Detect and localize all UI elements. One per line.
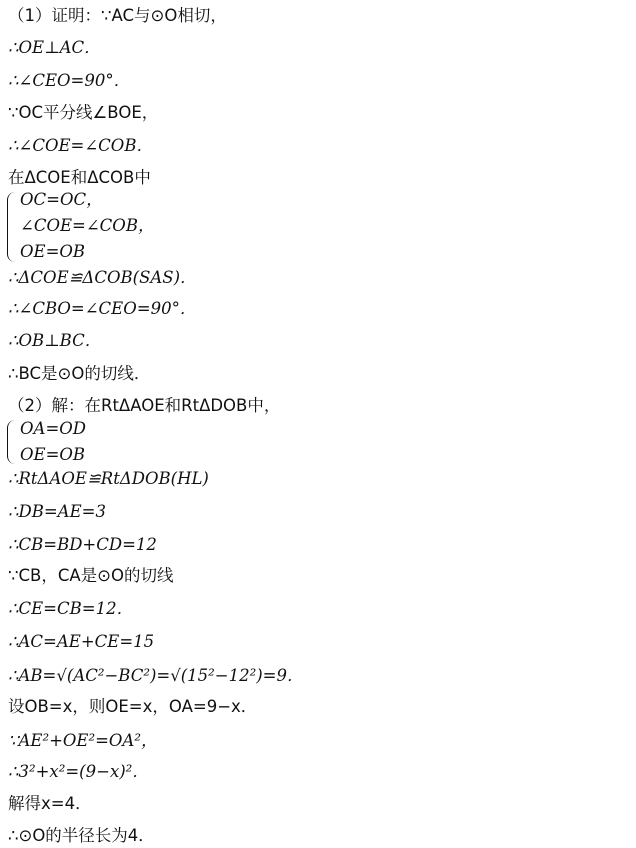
system2-line-1: OA=OD	[20, 419, 87, 438]
system1-line-2: ∠COE=∠COB，	[20, 216, 155, 235]
system2-line-2: OE=OB	[20, 445, 86, 464]
line-angle-equal: ∴∠COE=∠COB．	[8, 136, 153, 155]
part2-heading: （2）解：在RtΔAOE和RtΔDOB中，	[8, 396, 281, 415]
line-solve-x: 解得x=4．	[8, 794, 92, 813]
line-let-ob-x: 设OB=x，则OE=x，OA=9−x．	[8, 697, 258, 716]
line-oe-perp-ac: ∴OE⊥AC．	[8, 38, 101, 57]
line-congruent-hl: ∴RtΔAOE≌RtΔDOB(HL)	[8, 469, 209, 488]
line-ob-perp-bc: ∴OB⊥BC．	[8, 331, 102, 350]
line-ae-oe-oa: ∵AE²+OE²=OA²，	[8, 731, 158, 750]
line-ce-cb: ∴CE=CB=12．	[8, 599, 134, 618]
line-bc-tangent: ∴BC是⊙O的切线．	[8, 364, 151, 383]
system1-line-1: OC=OC，	[20, 190, 103, 209]
system-brace-2	[7, 420, 15, 464]
line-oc-bisects: ∵OC平分线∠BOE，	[8, 103, 159, 122]
part1-heading: （1）证明：∵AC与⊙O相切，	[8, 6, 227, 25]
line-tangents: ∵CB，CA是⊙O的切线	[8, 566, 174, 585]
line-cb-sum: ∴CB=BD+CD=12	[8, 535, 157, 554]
line-db-ae: ∴DB=AE=3	[8, 502, 106, 521]
line-congruent-sas: ∴ΔCOE≌ΔCOB(SAS)．	[8, 268, 197, 287]
system-brace-1	[7, 192, 15, 262]
line-ab-pythagoras: ∴AB=√(AC²−BC²)=√(15²−12²)=9．	[8, 666, 304, 685]
line-ac-sum: ∴AC=AE+CE=15	[8, 632, 155, 651]
line-angle-ceo: ∴∠CEO=90°．	[8, 71, 131, 90]
line-angle-cbo: ∴∠CBO=∠CEO=90°．	[8, 299, 197, 318]
system1-line-3: OE=OB	[20, 242, 86, 261]
line-equation: ∴3²+x²=(9−x)²．	[8, 762, 149, 781]
line-radius-conclusion: ∴⊙O的半径长为4．	[8, 826, 155, 845]
line-triangles-intro: 在ΔCOE和ΔCOB中	[8, 168, 151, 187]
